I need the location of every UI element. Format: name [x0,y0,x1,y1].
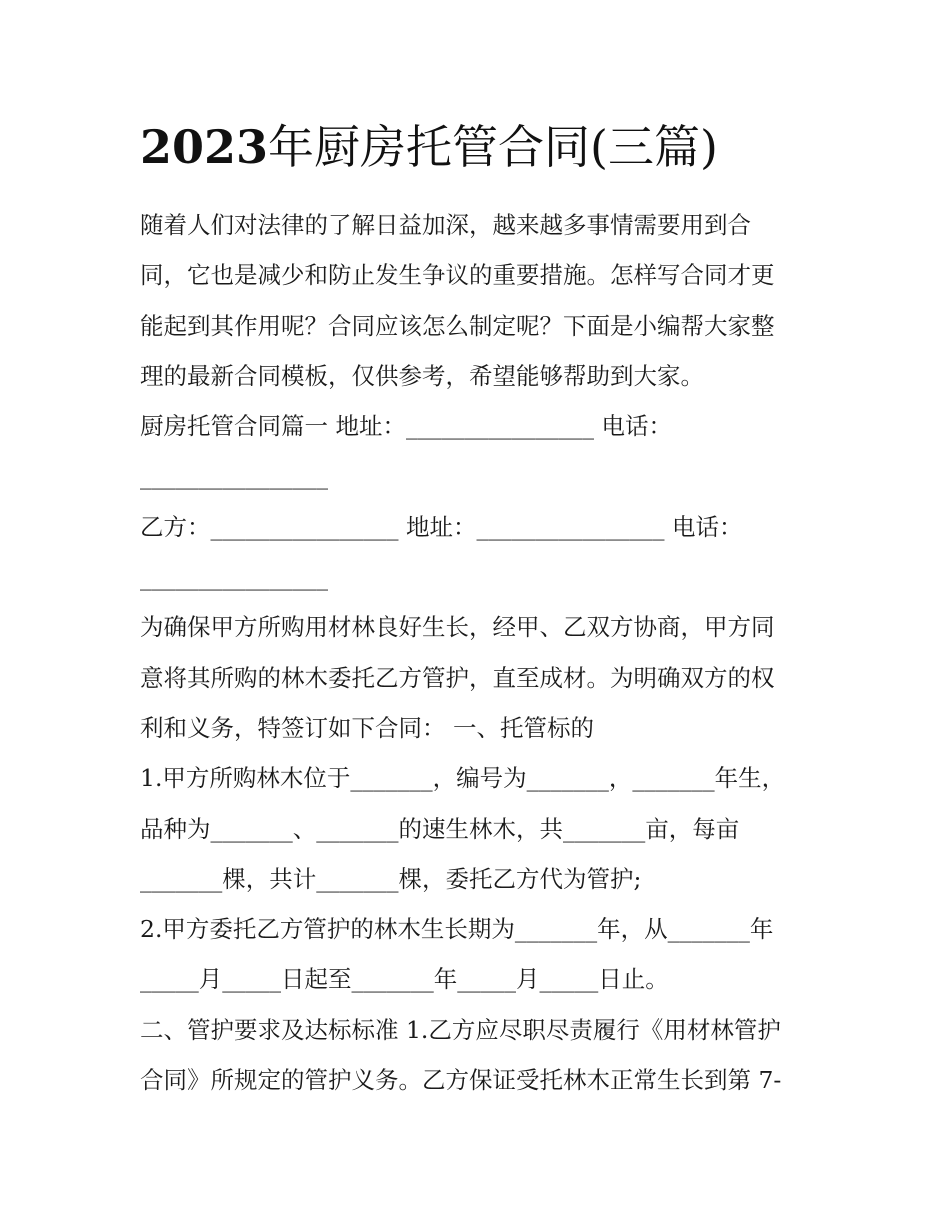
paragraph-line: 利和义务，特签订如下合同： 一、托管标的 [140,713,594,742]
paragraph-line: 为确保甲方所购用材林良好生长，经甲、乙双方协商，甲方同 [140,613,775,642]
clause-line: 品种为_______、_______的速生林木，共_______亩，每亩 [140,814,740,843]
paragraph-line: 能起到其作用呢？合同应该怎么制定呢？下面是小编帮大家整 [140,311,775,340]
title-text: 年厨房托管合同(三篇) [268,120,718,174]
party-a-address-line: 厨房托管合同篇一 地址：________________ 电话： [140,412,672,441]
paragraph-line: 意将其所购的林木委托乙方管护，直至成材。为明确双方的权 [140,663,775,692]
paragraph-line: 同，它也是减少和防止发生争议的重要措施。怎样写合同才更 [140,261,775,290]
clause-line: 合同》所规定的管护义务。乙方保证受托林木正常生长到第 7- [140,1066,782,1095]
title-year: 2023 [140,120,269,174]
clause-line: _______棵，共计_______棵，委托乙方代为管护; [140,864,642,893]
clause-line: 1.甲方所购林木位于_______，编号为_______，_______年生， [140,764,786,793]
party-b-phone-blank: ________________ [140,563,328,592]
paragraph-line: 随着人们对法律的了解日益加深，越来越多事情需要用到合 [140,211,751,239]
clause-line: _____月_____日起至_______年_____月_____日止。 [140,965,669,994]
clause-line: 二、管护要求及达标标准 1.乙方应尽职尽责履行《用材林管护 [140,1015,781,1044]
party-a-phone-blank: ________________ [140,462,328,491]
party-b-line: 乙方：________________ 地址：________________ 电话： [140,512,743,541]
document-title [140,112,718,182]
document-body [140,200,820,1105]
paragraph-line: 理的最新合同模板，仅供参考，希望能够帮助到大家。 [140,361,704,390]
clause-line: 2.甲方委托乙方管护的林木生长期为_______年，从_______年 [140,915,774,944]
